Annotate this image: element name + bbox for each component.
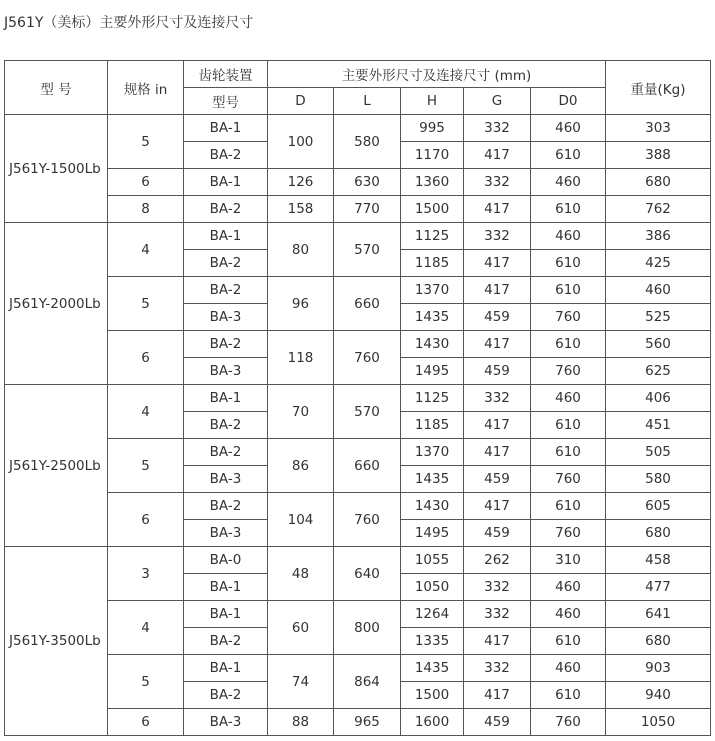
header-weight: 重量(Kg) [606,61,711,115]
gear-model-cell: BA-3 [184,304,268,331]
table-row [5,331,711,358]
dim-h-cell: 995 [401,115,464,142]
gear-model-cell: BA-3 [184,358,268,385]
dim-d-cell: 100 [268,115,334,169]
weight-cell: 525 [606,304,711,331]
dim-d-cell: 86 [268,439,334,493]
size-cell: 6 [108,709,184,736]
table-row [5,493,711,520]
dim-h-cell: 1170 [401,142,464,169]
model-name-cell: J561Y-3500Lb [5,547,108,736]
header-col-g: G [464,88,531,115]
gear-model-cell: BA-3 [184,466,268,493]
weight-cell: 940 [606,682,711,709]
dim-d0-cell: 610 [531,331,606,358]
size-cell: 5 [108,277,184,331]
dim-l-cell: 640 [334,547,401,601]
dim-g-cell: 459 [464,304,531,331]
dim-l-cell: 570 [334,223,401,277]
dim-g-cell: 332 [464,115,531,142]
model-name-cell: J561Y-2500Lb [5,385,108,547]
dim-g-cell: 262 [464,547,531,574]
header-size: 规格 in [108,61,184,115]
dim-l-cell: 660 [334,439,401,493]
dim-l-cell: 580 [334,115,401,169]
table-row [5,547,711,574]
gear-model-cell: BA-2 [184,439,268,466]
dim-h-cell: 1370 [401,439,464,466]
gear-model-cell: BA-1 [184,574,268,601]
table-row [5,601,711,628]
gear-model-cell: BA-1 [184,115,268,142]
weight-cell: 303 [606,115,711,142]
dim-h-cell: 1435 [401,304,464,331]
dim-d0-cell: 610 [531,277,606,304]
gear-model-cell: BA-2 [184,196,268,223]
gear-model-cell: BA-2 [184,412,268,439]
dim-g-cell: 332 [464,385,531,412]
dim-d0-cell: 610 [531,412,606,439]
weight-cell: 680 [606,520,711,547]
dim-d0-cell: 760 [531,304,606,331]
dim-l-cell: 770 [334,196,401,223]
dim-d0-cell: 460 [531,115,606,142]
weight-cell: 580 [606,466,711,493]
dim-g-cell: 459 [464,466,531,493]
header-gear-line2: 型号 [184,88,268,115]
dim-d0-cell: 610 [531,682,606,709]
dim-g-cell: 417 [464,277,531,304]
dim-d-cell: 126 [268,169,334,196]
table-row [5,439,711,466]
header-model: 型 号 [5,61,108,115]
gear-model-cell: BA-2 [184,331,268,358]
dim-h-cell: 1185 [401,412,464,439]
spec-table-body [5,115,711,736]
dim-g-cell: 332 [464,655,531,682]
dim-g-cell: 332 [464,574,531,601]
weight-cell: 451 [606,412,711,439]
dim-h-cell: 1435 [401,466,464,493]
weight-cell: 680 [606,628,711,655]
dim-h-cell: 1600 [401,709,464,736]
dim-h-cell: 1370 [401,277,464,304]
weight-cell: 388 [606,142,711,169]
dim-g-cell: 332 [464,223,531,250]
dim-d0-cell: 460 [531,655,606,682]
dim-d0-cell: 760 [531,520,606,547]
weight-cell: 680 [606,169,711,196]
table-row [5,115,711,142]
gear-model-cell: BA-1 [184,655,268,682]
dim-h-cell: 1050 [401,574,464,601]
dim-g-cell: 417 [464,331,531,358]
weight-cell: 460 [606,277,711,304]
dim-h-cell: 1125 [401,223,464,250]
dim-h-cell: 1495 [401,358,464,385]
dim-g-cell: 417 [464,682,531,709]
gear-model-cell: BA-1 [184,385,268,412]
size-cell: 5 [108,655,184,709]
dim-d0-cell: 610 [531,142,606,169]
dim-h-cell: 1185 [401,250,464,277]
weight-cell: 1050 [606,709,711,736]
gear-model-cell: BA-0 [184,547,268,574]
header-col-l: L [334,88,401,115]
size-cell: 6 [108,331,184,385]
dim-g-cell: 417 [464,250,531,277]
dim-l-cell: 570 [334,385,401,439]
dim-d0-cell: 610 [531,628,606,655]
dim-h-cell: 1264 [401,601,464,628]
dim-h-cell: 1430 [401,493,464,520]
table-row [5,385,711,412]
dim-g-cell: 332 [464,601,531,628]
dim-g-cell: 417 [464,196,531,223]
dim-d0-cell: 460 [531,385,606,412]
weight-cell: 641 [606,601,711,628]
gear-model-cell: BA-1 [184,223,268,250]
gear-model-cell: BA-2 [184,250,268,277]
dim-d0-cell: 610 [531,196,606,223]
dim-d-cell: 158 [268,196,334,223]
header-col-h: H [401,88,464,115]
dim-h-cell: 1495 [401,520,464,547]
dim-h-cell: 1500 [401,682,464,709]
dim-h-cell: 1335 [401,628,464,655]
table-row [5,277,711,304]
dim-d-cell: 96 [268,277,334,331]
dim-d0-cell: 460 [531,169,606,196]
dim-h-cell: 1435 [401,655,464,682]
header-gear-line1: 齿轮装置 [184,61,268,88]
header-dims-group: 主要外形尺寸及连接尺寸 (mm) [268,61,606,88]
size-cell: 3 [108,547,184,601]
size-cell: 8 [108,196,184,223]
dim-d0-cell: 460 [531,574,606,601]
dim-g-cell: 417 [464,628,531,655]
weight-cell: 625 [606,358,711,385]
dim-d-cell: 104 [268,493,334,547]
size-cell: 5 [108,115,184,169]
dim-l-cell: 965 [334,709,401,736]
dim-l-cell: 660 [334,277,401,331]
dim-h-cell: 1125 [401,385,464,412]
weight-cell: 477 [606,574,711,601]
dim-d0-cell: 760 [531,466,606,493]
size-cell: 4 [108,223,184,277]
dim-g-cell: 417 [464,412,531,439]
dim-g-cell: 332 [464,169,531,196]
gear-model-cell: BA-2 [184,493,268,520]
dim-d0-cell: 610 [531,493,606,520]
gear-model-cell: BA-3 [184,709,268,736]
weight-cell: 560 [606,331,711,358]
table-row [5,169,711,196]
dim-g-cell: 417 [464,439,531,466]
dim-h-cell: 1360 [401,169,464,196]
dim-l-cell: 760 [334,493,401,547]
dim-d-cell: 118 [268,331,334,385]
dim-d0-cell: 610 [531,439,606,466]
header-col-d: D [268,88,334,115]
dim-g-cell: 459 [464,358,531,385]
size-cell: 6 [108,169,184,196]
page-title: J561Y（美标）主要外形尺寸及连接尺寸 [4,15,254,31]
table-row [5,223,711,250]
weight-cell: 903 [606,655,711,682]
dim-d0-cell: 760 [531,358,606,385]
dim-d0-cell: 610 [531,250,606,277]
weight-cell: 505 [606,439,711,466]
weight-cell: 605 [606,493,711,520]
dim-d0-cell: 460 [531,223,606,250]
size-cell: 6 [108,493,184,547]
model-name-cell: J561Y-2000Lb [5,223,108,385]
gear-model-cell: BA-3 [184,520,268,547]
size-cell: 5 [108,439,184,493]
dim-d0-cell: 760 [531,709,606,736]
gear-model-cell: BA-2 [184,142,268,169]
dim-d-cell: 70 [268,385,334,439]
gear-model-cell: BA-1 [184,169,268,196]
dim-g-cell: 459 [464,709,531,736]
dim-l-cell: 864 [334,655,401,709]
dim-h-cell: 1055 [401,547,464,574]
size-cell: 4 [108,601,184,655]
dim-l-cell: 800 [334,601,401,655]
header-col-d0: D0 [531,88,606,115]
dim-d-cell: 88 [268,709,334,736]
dim-d-cell: 48 [268,547,334,601]
dim-h-cell: 1500 [401,196,464,223]
dim-h-cell: 1430 [401,331,464,358]
dim-d0-cell: 310 [531,547,606,574]
weight-cell: 425 [606,250,711,277]
dim-d-cell: 60 [268,601,334,655]
dim-g-cell: 417 [464,142,531,169]
size-cell: 4 [108,385,184,439]
spec-table [4,60,711,736]
dim-g-cell: 417 [464,493,531,520]
dim-l-cell: 630 [334,169,401,196]
dim-d-cell: 80 [268,223,334,277]
dim-g-cell: 459 [464,520,531,547]
table-row [5,709,711,736]
model-name-cell: J561Y-1500Lb [5,115,108,223]
dim-l-cell: 760 [334,331,401,385]
weight-cell: 386 [606,223,711,250]
table-row [5,196,711,223]
weight-cell: 406 [606,385,711,412]
dim-d0-cell: 460 [531,601,606,628]
dim-d-cell: 74 [268,655,334,709]
gear-model-cell: BA-1 [184,601,268,628]
table-row [5,655,711,682]
weight-cell: 762 [606,196,711,223]
weight-cell: 458 [606,547,711,574]
gear-model-cell: BA-2 [184,682,268,709]
gear-model-cell: BA-2 [184,628,268,655]
gear-model-cell: BA-2 [184,277,268,304]
